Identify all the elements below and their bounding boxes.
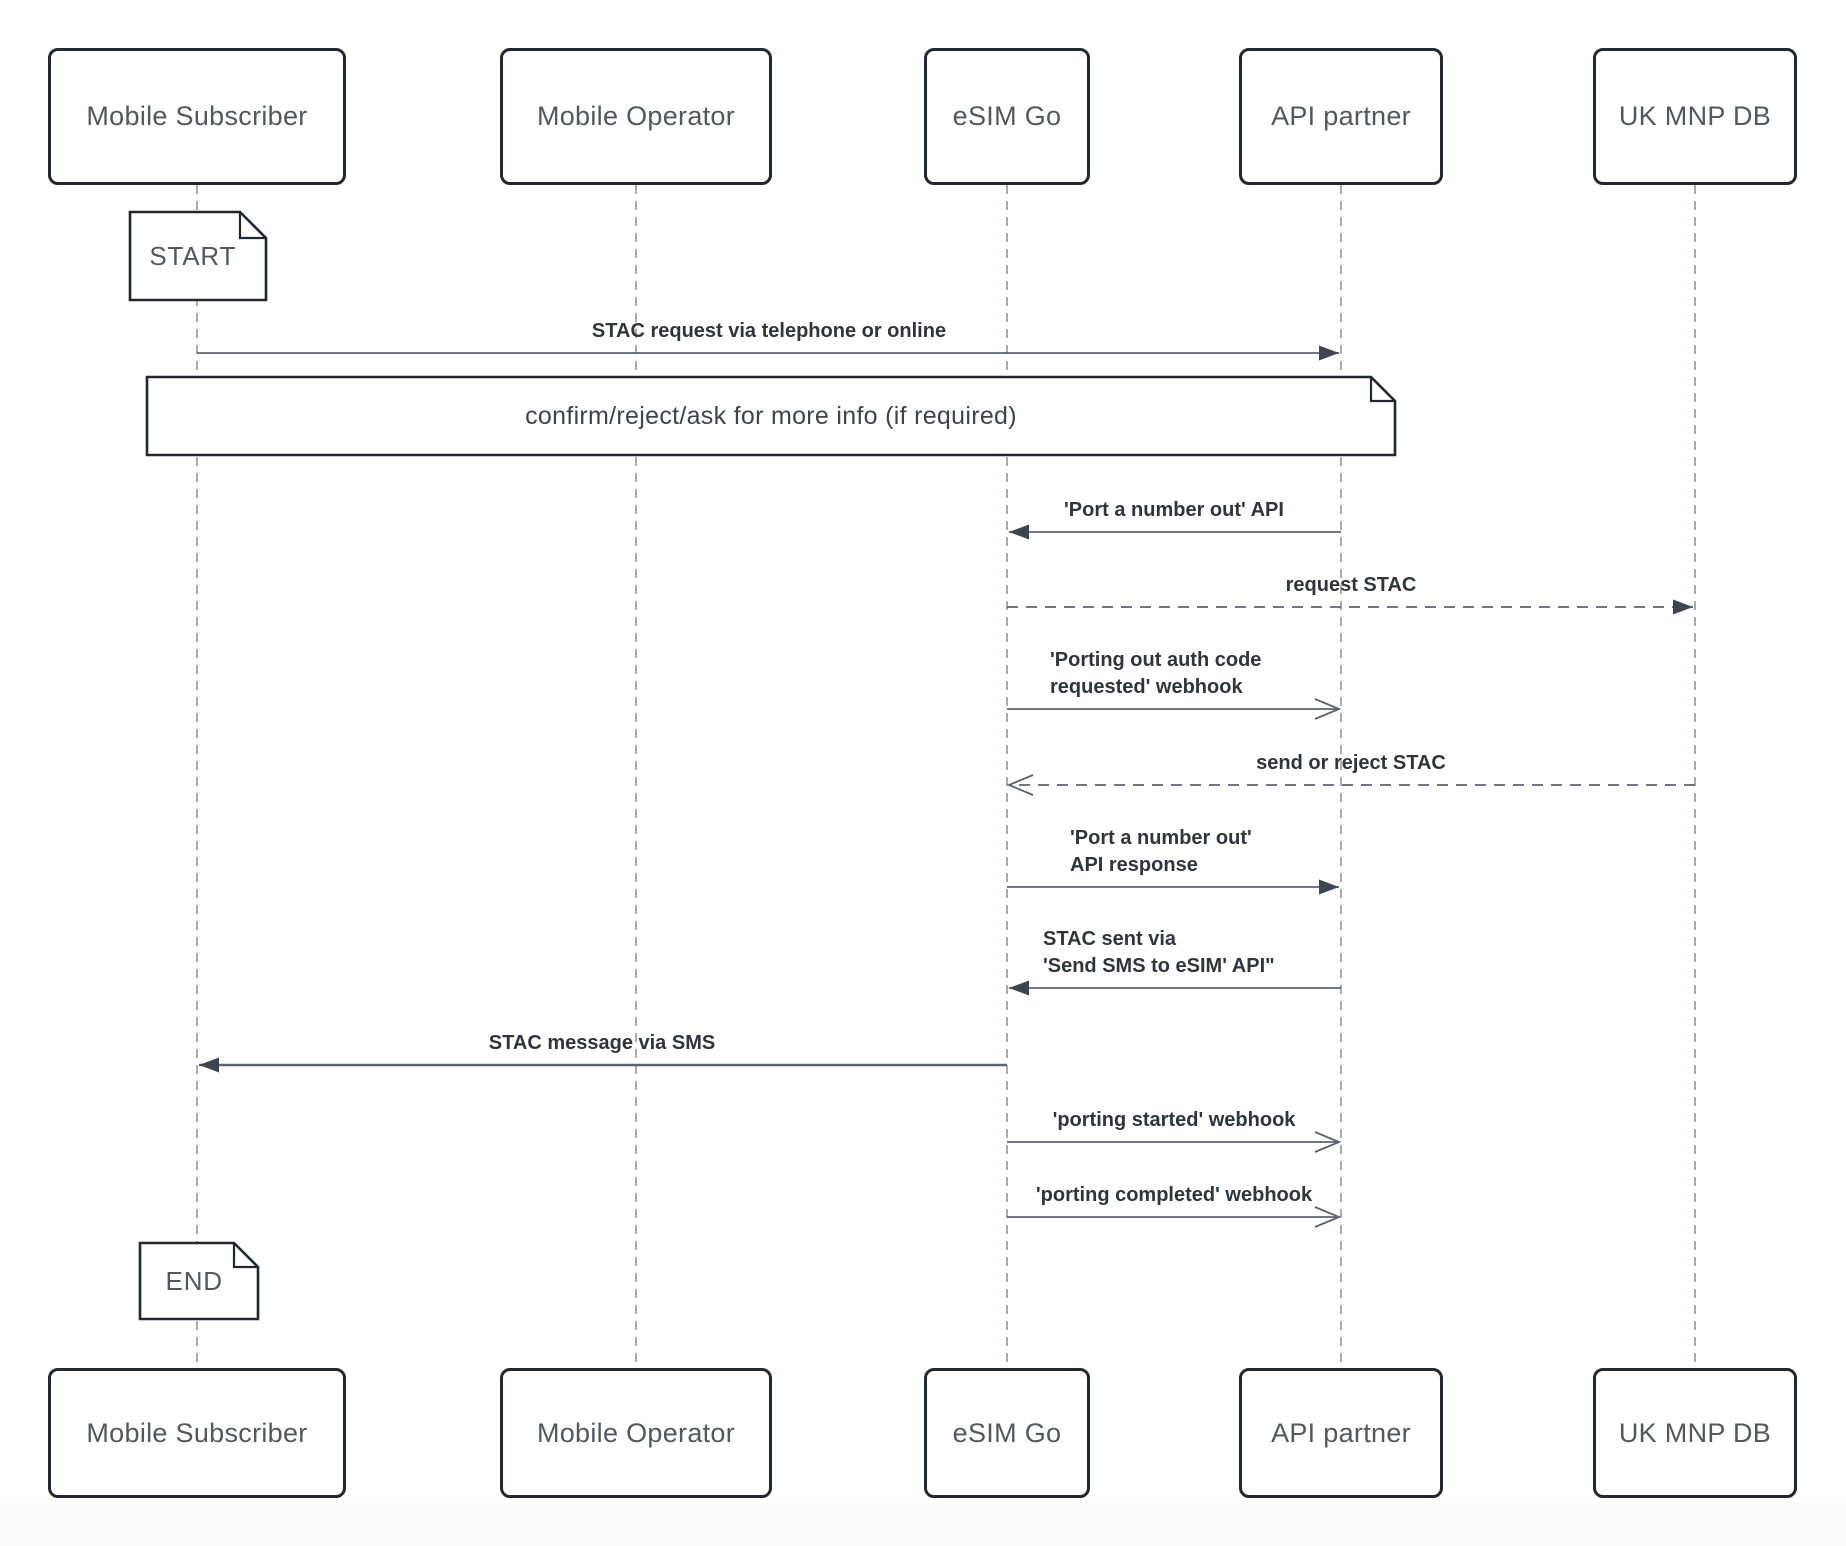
- arrowhead-filled-msg-port-number-out-api: [1009, 525, 1029, 540]
- message-text-line: 'Porting out auth code: [1050, 649, 1262, 671]
- message-text-line: send or reject STAC: [1256, 752, 1446, 774]
- label-msg-porting-completed: [1036, 1182, 1312, 1209]
- participant-label: UK MNP DB: [1618, 101, 1772, 131]
- arrowhead-filled-msg-stac-sent: [1009, 981, 1029, 996]
- message-text-line: STAC message via SMS: [488, 1032, 716, 1054]
- arrowhead-filled-msg-request-stac: [1673, 600, 1693, 615]
- participant-label: Mobile Subscriber: [86, 101, 308, 131]
- label-msg-stac-sms: [489, 1030, 715, 1057]
- arrowhead-filled-msg-stac-request: [1319, 346, 1339, 361]
- message-text-line: request STAC: [1285, 574, 1417, 596]
- start-note-shape: [130, 212, 266, 300]
- participant-label: Mobile Subscriber: [86, 1417, 308, 1448]
- participant-top-mobile-operator: [500, 48, 772, 185]
- label-msg-porting-out-auth-webhook: [1050, 647, 1261, 701]
- participant-top-esim-go: [924, 48, 1090, 185]
- participant-label: eSIM Go: [952, 1417, 1062, 1448]
- label-msg-porting-started: [1053, 1107, 1296, 1134]
- participant-label: UK MNP DB: [1618, 1417, 1772, 1448]
- end-note-shape: [140, 1243, 258, 1319]
- arrowhead-filled-msg-port-number-out-response: [1319, 880, 1339, 895]
- participant-bottom-mobile-subscriber: [48, 1368, 346, 1498]
- footer-gap: [0, 1502, 1846, 1546]
- note-text: END: [165, 1265, 223, 1296]
- participant-label: API partner: [1271, 1417, 1411, 1448]
- confirm-note-shape: [147, 377, 1395, 455]
- label-msg-stac-request: [592, 318, 946, 345]
- message-text-line: STAC sent via: [1043, 928, 1176, 950]
- message-text-line: 'Port a number out' API: [1064, 499, 1284, 521]
- participant-label: API partner: [1271, 101, 1411, 131]
- participant-label: Mobile Operator: [536, 101, 736, 131]
- participant-label: Mobile Operator: [536, 1417, 736, 1448]
- note-text: confirm/reject/ask for more info (if required): [525, 401, 1017, 430]
- participant-bottom-uk-mnp-db: [1593, 1368, 1797, 1498]
- message-text-line: 'Port a number out': [1070, 827, 1252, 849]
- arrowhead-filled-msg-stac-sms: [199, 1058, 219, 1073]
- message-text-line: 'Send SMS to eSIM' API": [1043, 955, 1275, 977]
- participant-bottom-api-partner: [1239, 1368, 1443, 1498]
- participant-bottom-mobile-operator: [500, 1368, 772, 1498]
- participant-top-api-partner: [1239, 48, 1443, 185]
- message-text-line: STAC request via telephone or online: [591, 320, 947, 342]
- participant-bottom-esim-go: [924, 1368, 1090, 1498]
- message-text-line: 'porting completed' webhook: [1035, 1184, 1313, 1206]
- label-msg-send-or-reject-stac: [1256, 750, 1446, 777]
- message-text-line: API response: [1070, 854, 1198, 876]
- label-msg-request-stac: [1286, 572, 1417, 599]
- participant-label: eSIM Go: [952, 101, 1062, 131]
- message-text-line: requested' webhook: [1050, 676, 1243, 698]
- label-msg-port-number-out-api: [1064, 497, 1284, 524]
- participant-top-mobile-subscriber: [48, 48, 346, 185]
- message-text-line: 'porting started' webhook: [1052, 1109, 1296, 1131]
- label-msg-port-number-out-response: [1070, 825, 1252, 879]
- note-text: START: [149, 240, 237, 271]
- label-msg-stac-sent: [1043, 926, 1275, 980]
- participant-top-uk-mnp-db: [1593, 48, 1797, 185]
